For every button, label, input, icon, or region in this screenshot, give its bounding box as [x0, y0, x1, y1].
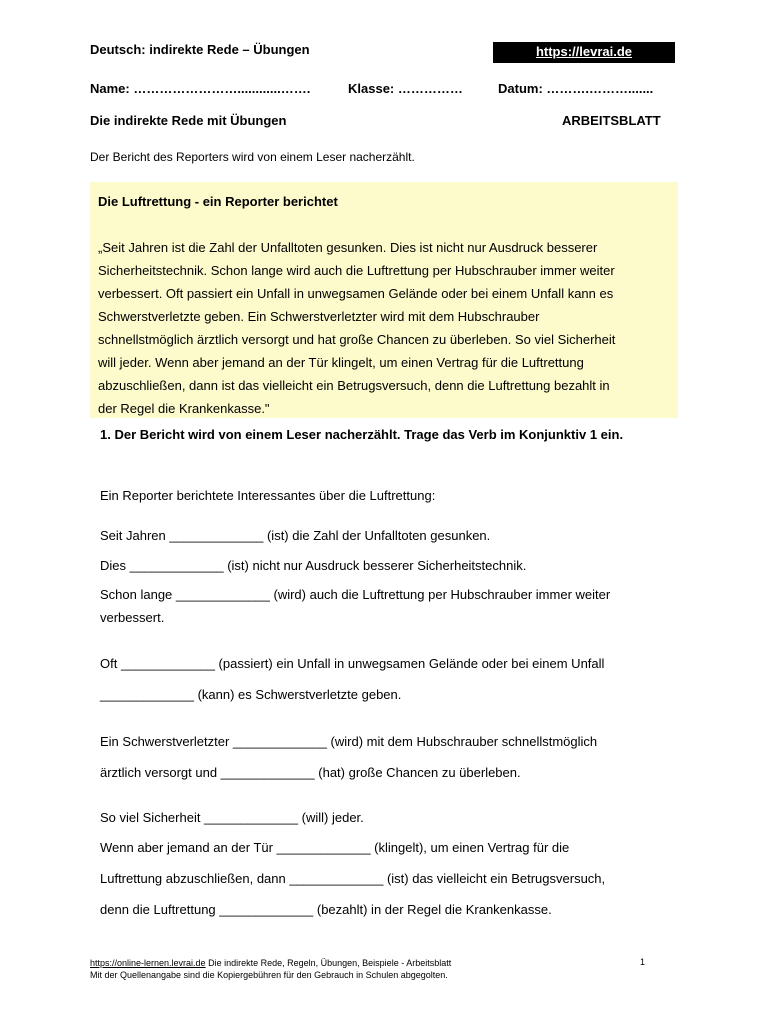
exercise-line: Dies _____________ (ist) nicht nur Ausdruck besserer Sicherheitstechnik. — [100, 558, 527, 573]
name-field: Name: ……………………............……. — [90, 81, 311, 96]
task-title: 1. Der Bericht wird von einem Leser nacherzählt. Trage das Verb im Konjunktiv 1 ein. — [100, 427, 624, 442]
site-link[interactable]: https://levrai.de — [493, 42, 675, 63]
story-line: verbessert. Oft passiert ein Unfall in unwegsamen Gelände oder bei einem Unfall kann es — [98, 286, 614, 301]
date-field: Datum: ……….………....... — [498, 81, 654, 96]
exercise-line: Ein Schwerstverletzter _____________ (wird) mit dem Hubschrauber schnellstmöglich — [100, 734, 598, 749]
exercise-line: _____________ (kann) es Schwerstverletzte geben. — [100, 687, 402, 702]
story-line: will jeder. Wenn aber jemand an der Tür klingelt, um einen Vertrag für die Luftrettung — [98, 355, 584, 370]
story-line: „Seit Jahren ist die Zahl der Unfalltoten gesunken. Dies ist nicht nur Ausdruck besserer — [98, 240, 598, 255]
story-line: Schwerstverletzte geben. Ein Schwerstverletzter wird mit dem Hubschrauber — [98, 309, 540, 324]
worksheet-label: ARBEITSBLATT — [562, 113, 661, 128]
exercise-line: So viel Sicherheit _____________ (will) jeder. — [100, 810, 364, 825]
exercise-line: Wenn aber jemand an der Tür _____________ (klingelt), um einen Vertrag für die — [100, 840, 570, 855]
exercise-line: ärztlich versorgt und _____________ (hat) große Chancen zu überleben. — [100, 765, 521, 780]
exercise-line: Seit Jahren _____________ (ist) die Zahl der Unfalltoten gesunken. — [100, 528, 491, 543]
footer-copyright: Mit der Quellenangabe sind die Kopiergebühren für den Gebrauch in Schulen abgegolten. — [90, 970, 448, 980]
intro-text: Der Bericht des Reporters wird von einem Leser nacherzählt. — [90, 150, 415, 164]
story-title: Die Luftrettung - ein Reporter berichtet — [98, 194, 338, 209]
exercise-line: denn die Luftrettung _____________ (bezahlt) in der Regel die Krankenkasse. — [100, 902, 552, 917]
page-number: 1 — [640, 957, 646, 967]
story-box — [90, 182, 678, 418]
exercise-line: verbessert. — [100, 610, 165, 625]
footer-text: Die indirekte Rede, Regeln, Übungen, Beispiele - Arbeitsblatt — [205, 958, 452, 968]
footer-link[interactable]: https://online-lernen.levrai.de — [90, 958, 206, 968]
worksheet-subtitle: Die indirekte Rede mit Übungen — [90, 113, 287, 128]
story-line: schnellstmöglich ärztlich versorgt und hat große Chancen zu überleben. So viel Sicherheit — [98, 332, 616, 347]
footer — [90, 957, 451, 981]
document-title: Deutsch: indirekte Rede – Übungen — [90, 42, 310, 57]
class-field: Klasse: …………… — [348, 81, 463, 96]
exercise-line: Schon lange _____________ (wird) auch die Luftrettung per Hubschrauber immer weiter — [100, 587, 611, 602]
story-line: abzuschließen, dann ist das vielleicht ein Betrugsversuch, denn die Luftrettung bezahlt in — [98, 378, 610, 393]
story-line: Sicherheitstechnik. Schon lange wird auch die Luftrettung per Hubschrauber immer weiter — [98, 263, 615, 278]
exercise-line: Luftrettung abzuschließen, dann _____________ (ist) das vielleicht ein Betrugsversuch, — [100, 871, 606, 886]
story-line: der Regel die Krankenkasse." — [98, 401, 270, 416]
task-intro: Ein Reporter berichtete Interessantes über die Luftrettung: — [100, 488, 436, 503]
exercise-line: Oft _____________ (passiert) ein Unfall in unwegsamen Gelände oder bei einem Unfall — [100, 656, 605, 671]
